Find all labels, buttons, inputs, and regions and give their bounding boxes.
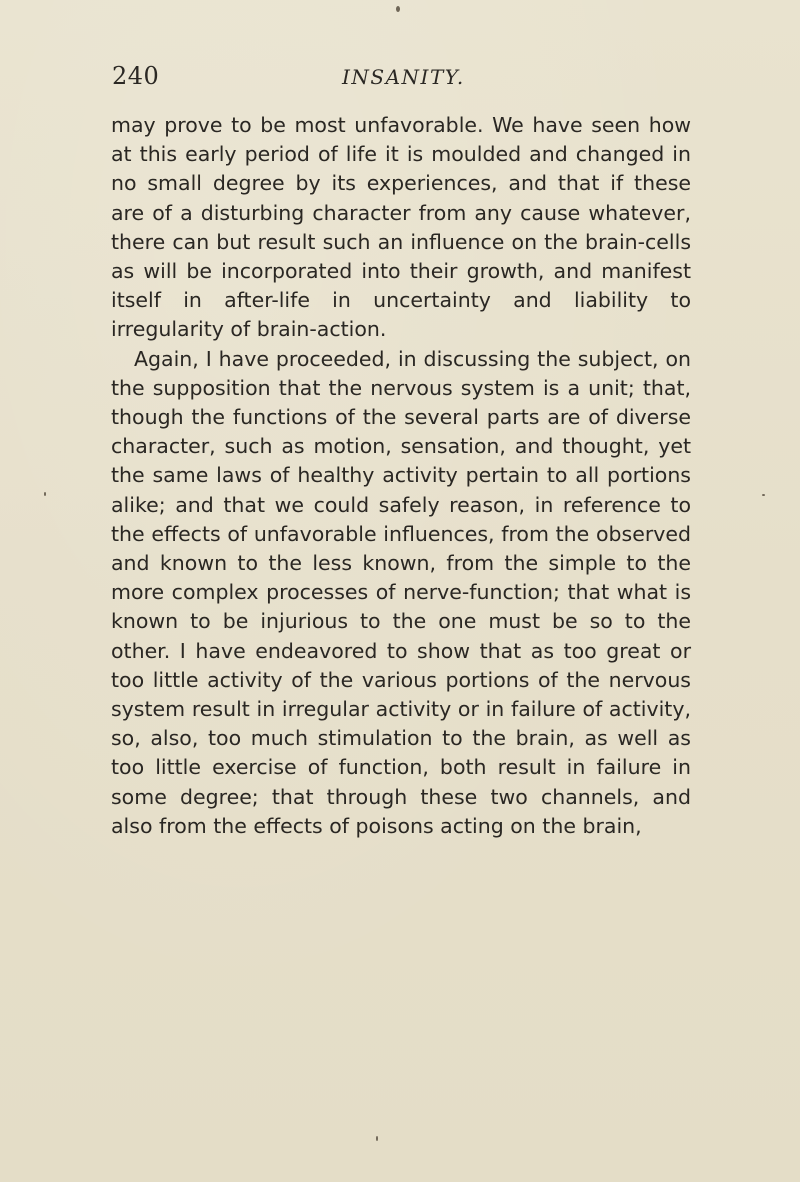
paragraph-again: Again, I have proceeded, in discussing the subject, on the supposition that the nervous system is a unit; that, though the functions of the several parts are of diverse character, such as motion, sensation, and thought, yet the same laws of healthy activity pertain to all portions alike; and that we could safely reason, in reference to the effects of unfavorable influences, from the observed and known to the less known, from the simple to the more complex processes of nerve-function; that what is known to be injurious to the one must be so to the other. I have endeavored to show that as too great or too little activity of the various portions of the nervous system result in irregular activity or in failure of activity, so, also, too much stimulation to the brain, as well as too little exercise of function, both result in failure in some degree; that through these two channels, and also from the effects of poisons acting on the brain, xyxy=(111,346,691,838)
page-number: 240 xyxy=(112,62,160,90)
running-title: INSANITY. xyxy=(342,65,465,89)
paper-speck xyxy=(44,492,46,496)
paper-speck xyxy=(396,6,400,12)
page-header xyxy=(112,62,692,98)
paper-speck xyxy=(762,494,765,496)
body-text xyxy=(111,111,691,841)
paragraph-continuation: may prove to be most unfavorable. We have seen how at this early period of life it is moulded and changed in no small degree by its experiences, and that if these are of a disturbing character from any cause whatever, there can but result such an influence on the brain-cells as will be incorporated into their growth, and manifest itself in after-life in uncertainty and liability to irregularity of brain-action. xyxy=(111,113,691,342)
paper-speck xyxy=(376,1136,378,1141)
